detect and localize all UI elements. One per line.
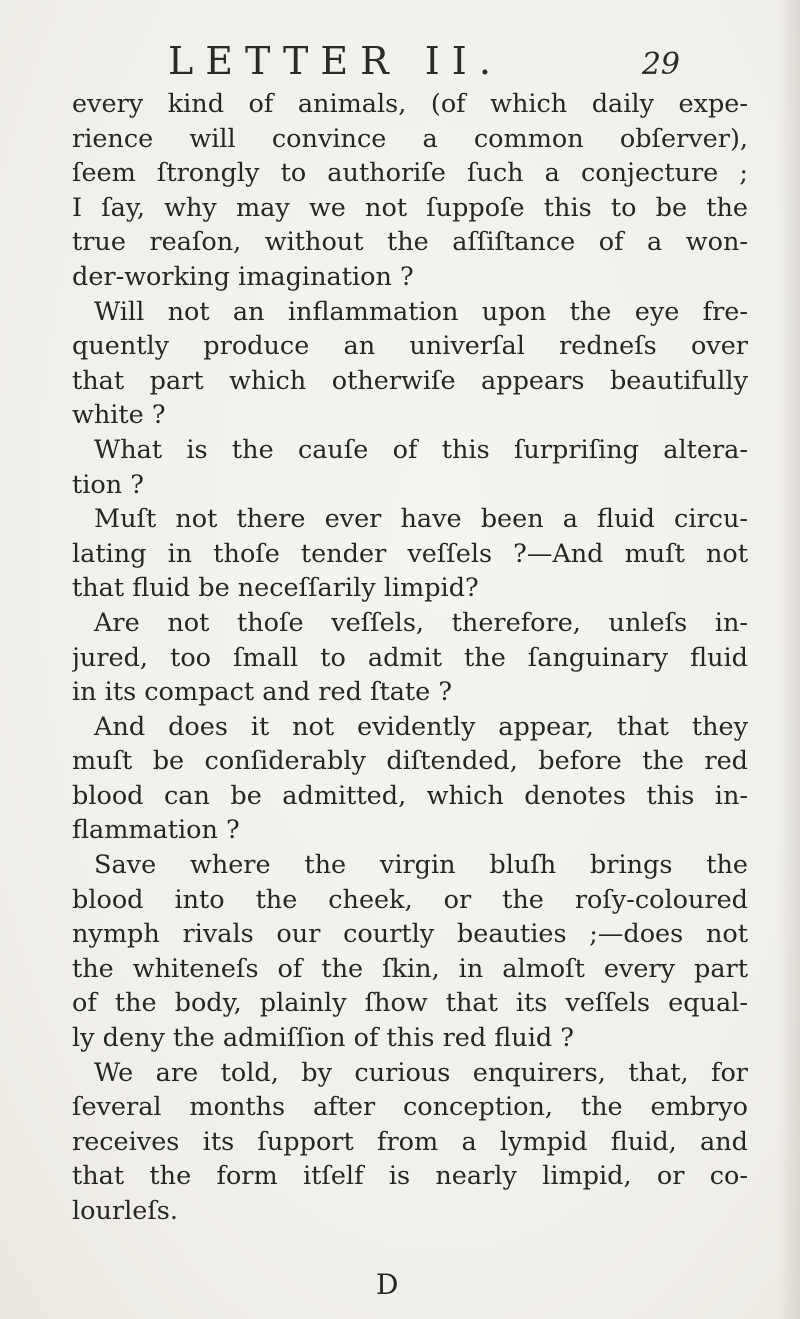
text-line: ſeem ſtrongly to authoriſe ſuch a conjecture ; bbox=[72, 158, 748, 189]
text-line: lating in thoſe tender veſſels ?—And muſt not bbox=[72, 538, 748, 569]
text-line: ſeveral months after conception, the embryo bbox=[72, 1092, 748, 1123]
page-header bbox=[120, 35, 680, 87]
text-line: quently produce an univerſal redneſs over bbox=[72, 331, 748, 362]
text-line: rience will convince a common obſerver), bbox=[72, 123, 748, 154]
text-line: tion ? bbox=[72, 469, 144, 500]
text-line: true reaſon, without the aſſiſtance of a won- bbox=[72, 227, 748, 258]
text-line: lourleſs. bbox=[72, 1196, 178, 1226]
text-line: jured, too ſmall to admit the ſanguinary fluid bbox=[72, 642, 748, 673]
text-line: Are not thoſe veſſels, therefore, unleſs in- bbox=[94, 607, 748, 638]
text-line: Muſt not there ever have been a fluid circu- bbox=[94, 504, 748, 535]
page-edge-shadow bbox=[778, 0, 800, 1319]
text-line: blood into the cheek, or the roſy-coloured bbox=[72, 884, 748, 915]
text-line: And does it not evidently appear, that they bbox=[94, 711, 748, 742]
running-head: LETTER II. bbox=[168, 39, 503, 83]
text-line: nymph rivals our courtly beauties ;—does not bbox=[72, 919, 748, 950]
text-line: ly deny the admiſſion of this red fluid ? bbox=[72, 1023, 574, 1054]
text-line: every kind of animals, (of which daily expe- bbox=[72, 89, 748, 119]
page-number: 29 bbox=[641, 47, 680, 82]
text-line: that the form itſelf is nearly limpid, or co- bbox=[72, 1161, 748, 1192]
text-line: Save where the virgin bluſh brings the bbox=[94, 850, 748, 881]
text-line: the whiteneſs of the ſkin, in almoſt every part bbox=[72, 953, 748, 984]
signature-mark: D bbox=[376, 1268, 399, 1301]
text-line: muſt be conſiderably diſtended, before the red bbox=[72, 746, 748, 777]
text-line: receives its ſupport from a lympid fluid, and bbox=[72, 1126, 748, 1157]
text-line: that fluid be neceſſarily limpid? bbox=[72, 573, 479, 604]
text-line: in its compact and red ſtate ? bbox=[72, 677, 453, 708]
text-line: blood can be admitted, which denotes this in- bbox=[72, 780, 748, 811]
text-line: that part which otherwiſe appears beautifully bbox=[72, 365, 748, 396]
text-line: We are told, by curious enquirers, that, for bbox=[94, 1057, 748, 1088]
text-line: Will not an inflammation upon the eye fre- bbox=[94, 296, 748, 327]
text-line: white ? bbox=[72, 400, 166, 431]
text-line: I ſay, why may we not ſuppoſe this to be the bbox=[72, 192, 748, 223]
text-line: der-working imagination ? bbox=[72, 261, 414, 292]
text-line: flammation ? bbox=[72, 815, 240, 846]
text-line: of the body, plainly ſhow that its veſſels equal- bbox=[72, 988, 748, 1019]
body-text bbox=[72, 87, 748, 1229]
text-line: What is the cauſe of this ſurpriſing altera- bbox=[94, 434, 748, 465]
